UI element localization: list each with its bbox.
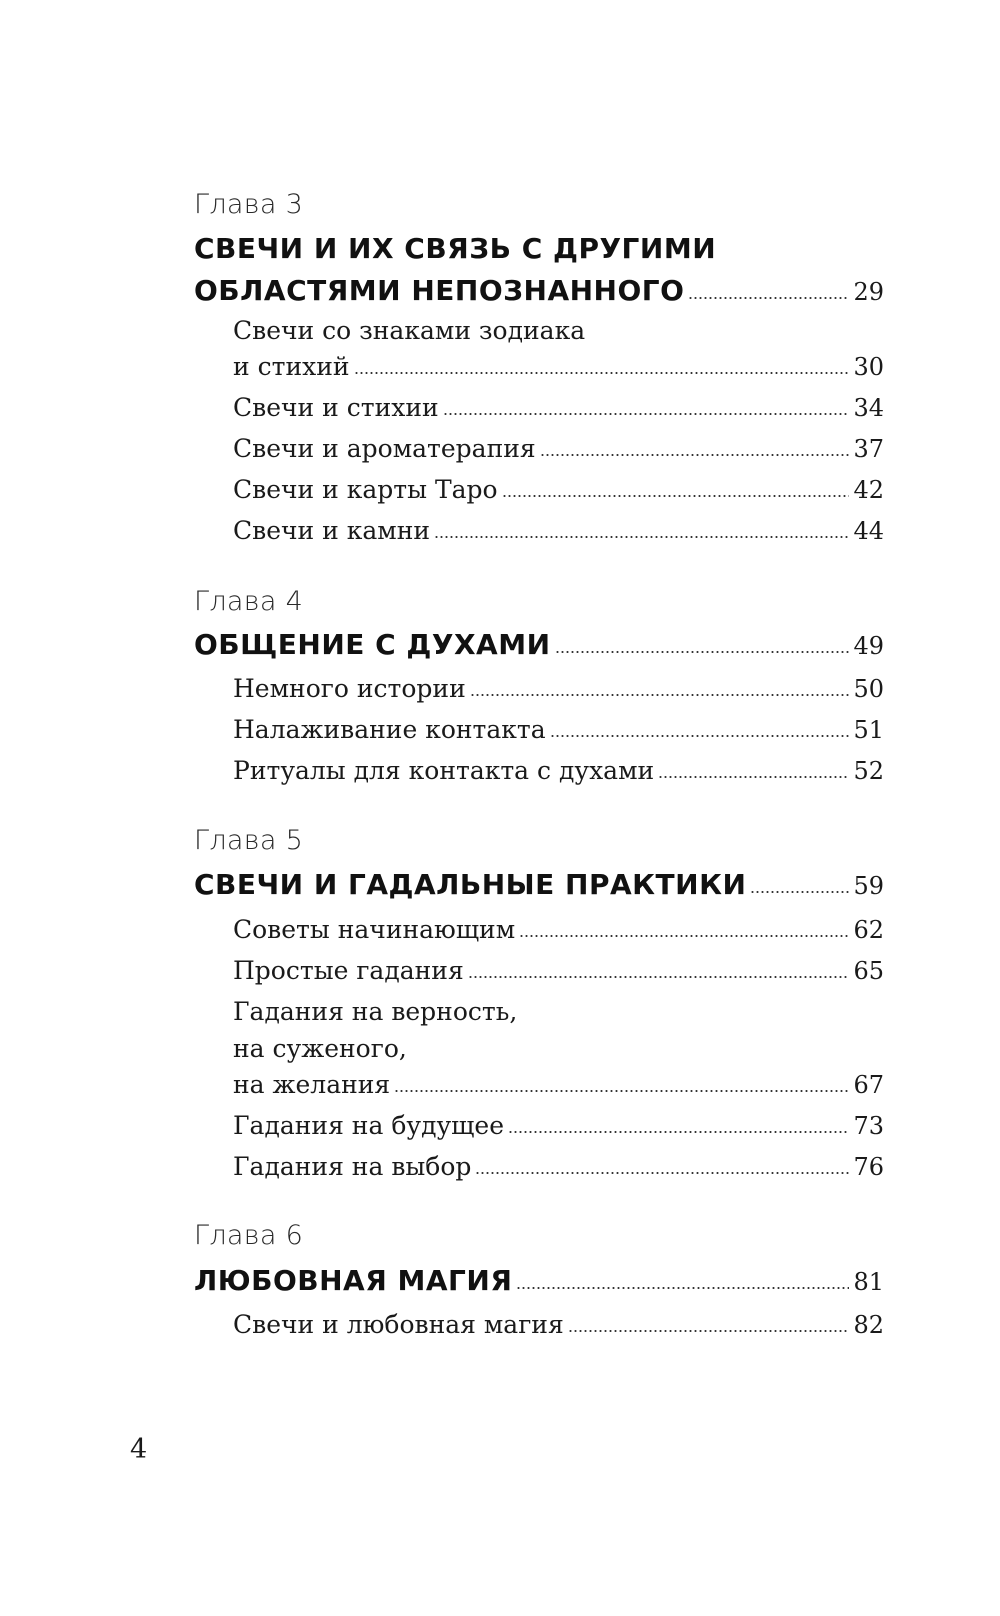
chapter-5-title: СВЕЧИ И ГАДАЛЬНЫЕ ПРАКТИКИ [194,868,747,901]
section-history-title: Немного истории [233,674,466,703]
section-choice-title: Гадания на выбор [233,1152,472,1181]
chapter-5-title-row[interactable] [194,868,884,901]
section-contact-page: 51 [853,716,884,744]
dot-leader [470,693,849,697]
section-choice-page: 76 [853,1153,884,1181]
section-simple-page: 65 [853,957,884,985]
chapter-3-title-row[interactable] [194,274,884,307]
chapter-3-page: 29 [853,278,884,306]
chapter-6-page: 81 [853,1268,884,1296]
section-zodiac-page: 30 [853,353,884,381]
section-aromatherapy-page: 37 [853,435,884,463]
section-tarot-title: Свечи и карты Таро [233,475,498,504]
section-stones-title: Свечи и камни [233,516,431,545]
chapter-4-label: Глава 4 [194,586,304,617]
section-beginners-title: Советы начинающим [233,915,516,944]
section-love-title: Свечи и любовная магия [233,1310,564,1339]
section-stones-page: 44 [853,517,884,545]
dot-leader [658,775,849,779]
dot-leader [443,412,849,416]
section-contact-title: Налаживание контакта [233,715,546,744]
section-fidelity-line2: на суженого, [233,1034,407,1063]
section-fidelity-page: 67 [853,1071,884,1099]
dot-leader [394,1089,849,1093]
dot-leader [568,1329,849,1333]
section-aromatherapy-title: Свечи и ароматерапия [233,434,536,463]
section-fidelity-row[interactable] [233,1070,884,1099]
dot-leader [434,535,849,539]
section-simple-row[interactable] [233,956,884,985]
dot-leader [750,890,849,894]
section-tarot-row[interactable] [233,475,884,504]
page-number: 4 [130,1434,148,1465]
chapter-6-title: ЛЮБОВНАЯ МАГИЯ [194,1264,513,1297]
section-history-row[interactable] [233,674,884,703]
section-aromatherapy-row[interactable] [233,434,884,463]
chapter-4-page: 49 [853,632,884,660]
section-rituals-page: 52 [853,757,884,785]
dot-leader [502,494,849,498]
section-zodiac-line2: и стихий [233,352,350,381]
section-love-row[interactable] [233,1310,884,1339]
dot-leader [508,1130,849,1134]
section-elements-page: 34 [853,394,884,422]
section-fidelity-line3: на желания [233,1070,391,1099]
section-rituals-title: Ритуалы для контакта с духами [233,756,655,785]
chapter-4-title: ОБЩЕНИЕ С ДУХАМИ [194,628,551,661]
section-simple-title: Простые гадания [233,956,464,985]
chapter-3-title-line1: СВЕЧИ И ИХ СВЯЗЬ С ДРУГИМИ [194,232,717,265]
dot-leader [550,734,849,738]
section-future-row[interactable] [233,1111,884,1140]
dot-leader [519,934,849,938]
dot-leader [475,1171,849,1175]
section-zodiac-line1: Свечи со знаками зодиака [233,316,586,345]
section-choice-row[interactable] [233,1152,884,1181]
chapter-5-label: Глава 5 [194,825,304,856]
section-zodiac-row[interactable] [233,352,884,381]
section-stones-row[interactable] [233,516,884,545]
dot-leader [688,296,849,300]
dot-leader [354,371,849,375]
chapter-6-label: Глава 6 [194,1220,304,1251]
chapter-3-title-line2: ОБЛАСТЯМИ НЕПОЗНАННОГО [194,274,685,307]
chapter-5-page: 59 [853,872,884,900]
section-tarot-page: 42 [853,476,884,504]
chapter-4-title-row[interactable] [194,628,884,661]
dot-leader [555,650,849,654]
section-future-title: Гадания на будущее [233,1111,505,1140]
section-elements-row[interactable] [233,393,884,422]
chapter-6-title-row[interactable] [194,1264,884,1297]
section-beginners-page: 62 [853,916,884,944]
section-rituals-row[interactable] [233,756,884,785]
dot-leader [516,1286,849,1290]
section-love-page: 82 [853,1311,884,1339]
section-elements-title: Свечи и стихии [233,393,439,422]
section-contact-row[interactable] [233,715,884,744]
section-beginners-row[interactable] [233,915,884,944]
section-fidelity-line1: Гадания на верность, [233,997,518,1026]
chapter-3-label: Глава 3 [194,189,304,220]
dot-leader [540,453,849,457]
dot-leader [468,975,849,979]
section-future-page: 73 [853,1112,884,1140]
section-history-page: 50 [853,675,884,703]
